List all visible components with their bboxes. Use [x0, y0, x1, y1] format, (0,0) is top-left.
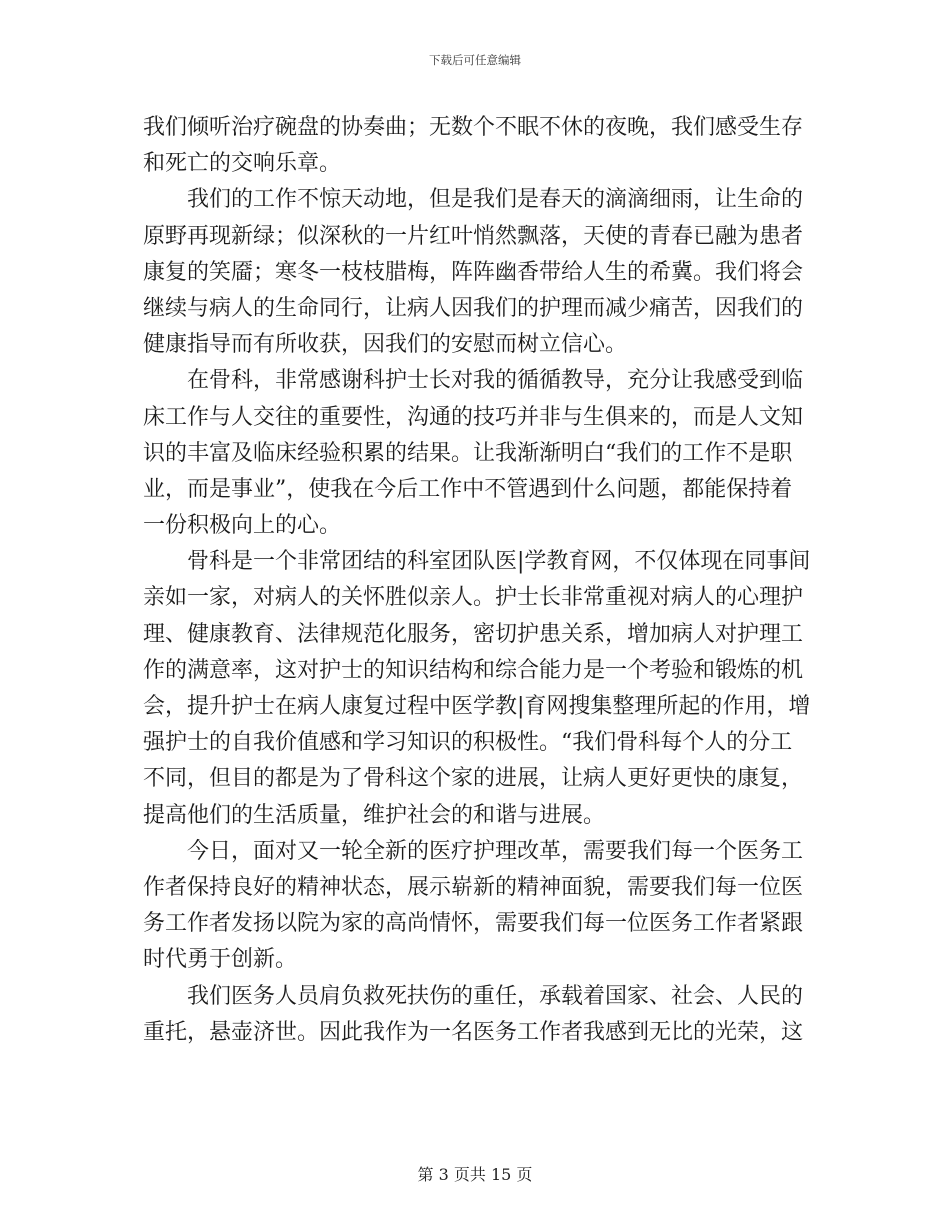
text-line: 继续与病人的生命同行，让病人因我们的护理而减少痛苦，因我们的 [143, 295, 804, 321]
text-line: 强护士的自我价值感和学习知识的积极性。“我们骨科每个人的分工 [143, 730, 793, 756]
text-line: 重托，悬壶济世。因此我作为一名医务工作者我感到无比的光荣，这 [143, 1019, 804, 1045]
paragraph-start-line: 我们的工作不惊天动地，但是我们是春天的滴滴细雨，让生命的 [187, 187, 804, 213]
paragraph-start-line: 我们医务人员肩负救死扶伤的重任，承载着国家、社会、人民的 [187, 983, 804, 1009]
text-line: 我们倾听治疗碗盘的协奏曲；无数个不眠不休的夜晚，我们感受生存 [143, 115, 804, 140]
text-line: 务工作者发扬以院为家的高尚情怀，需要我们每一位医务工作者紧跟 [143, 911, 804, 937]
text-line: 会，提升护士在病人康复过程中医学教|育网搜集整理所起的作用，增 [143, 694, 811, 719]
text-line: 原野再现新绿；似深秋的一片红叶悄然飘落，天使的青春已融为患者 [143, 223, 804, 249]
text-line: 提高他们的生活质量，维护社会的和谐与进展。 [143, 802, 606, 828]
text-line: 床工作与人交往的重要性，沟通的技巧并非与生俱来的，而是人文知 [143, 404, 804, 430]
paragraph-start-line: 骨科是一个非常团结的科室团队医|学教育网，不仅体现在同事间 [187, 549, 811, 575]
text-line: 识的丰富及临床经验积累的结果。让我渐渐明白“我们的工作不是职 [143, 440, 793, 466]
text-line: 和死亡的交响乐章。 [143, 151, 342, 177]
text-line: 业，而是事业”，使我在今后工作中不管遇到什么问题，都能保持着 [143, 476, 793, 502]
text-line: 健康指导而有所收获，因我们的安慰而树立信心。 [143, 332, 628, 358]
document-body [143, 110, 811, 1051]
text-line: 理、健康教育、法律规范化服务，密切护患关系，增加病人对护理工 [143, 621, 804, 647]
text-line: 时代勇于创新。 [143, 947, 298, 973]
text-line: 一份积极向上的心。 [143, 513, 342, 539]
text-line: 作的满意率，这对护士的知识结构和综合能力是一个考验和锻炼的机 [143, 657, 804, 683]
page-footer: 第 3 页共 15 页 [417, 1165, 533, 1184]
paragraph-start-line: 今日，面对又一轮全新的医疗护理改革，需要我们每一个医务工 [187, 838, 804, 864]
paragraph-start-line: 在骨科，非常感谢科护士长对我的循循教导，充分让我感受到临 [187, 368, 804, 394]
text-line: 亲如一家，对病人的关怀胜似亲人。护士长非常重视对病人的心理护 [143, 585, 804, 611]
page-header: 下载后可任意编辑 [429, 53, 521, 67]
text-line: 作者保持良好的精神状态，展示崭新的精神面貌，需要我们每一位医 [143, 874, 804, 900]
text-line: 不同，但目的都是为了骨科这个家的进展，让病人更好更快的康复， [143, 766, 804, 792]
text-line: 康复的笑靥；寒冬一枝枝腊梅，阵阵幽香带给人生的希冀。我们将会 [143, 259, 804, 285]
